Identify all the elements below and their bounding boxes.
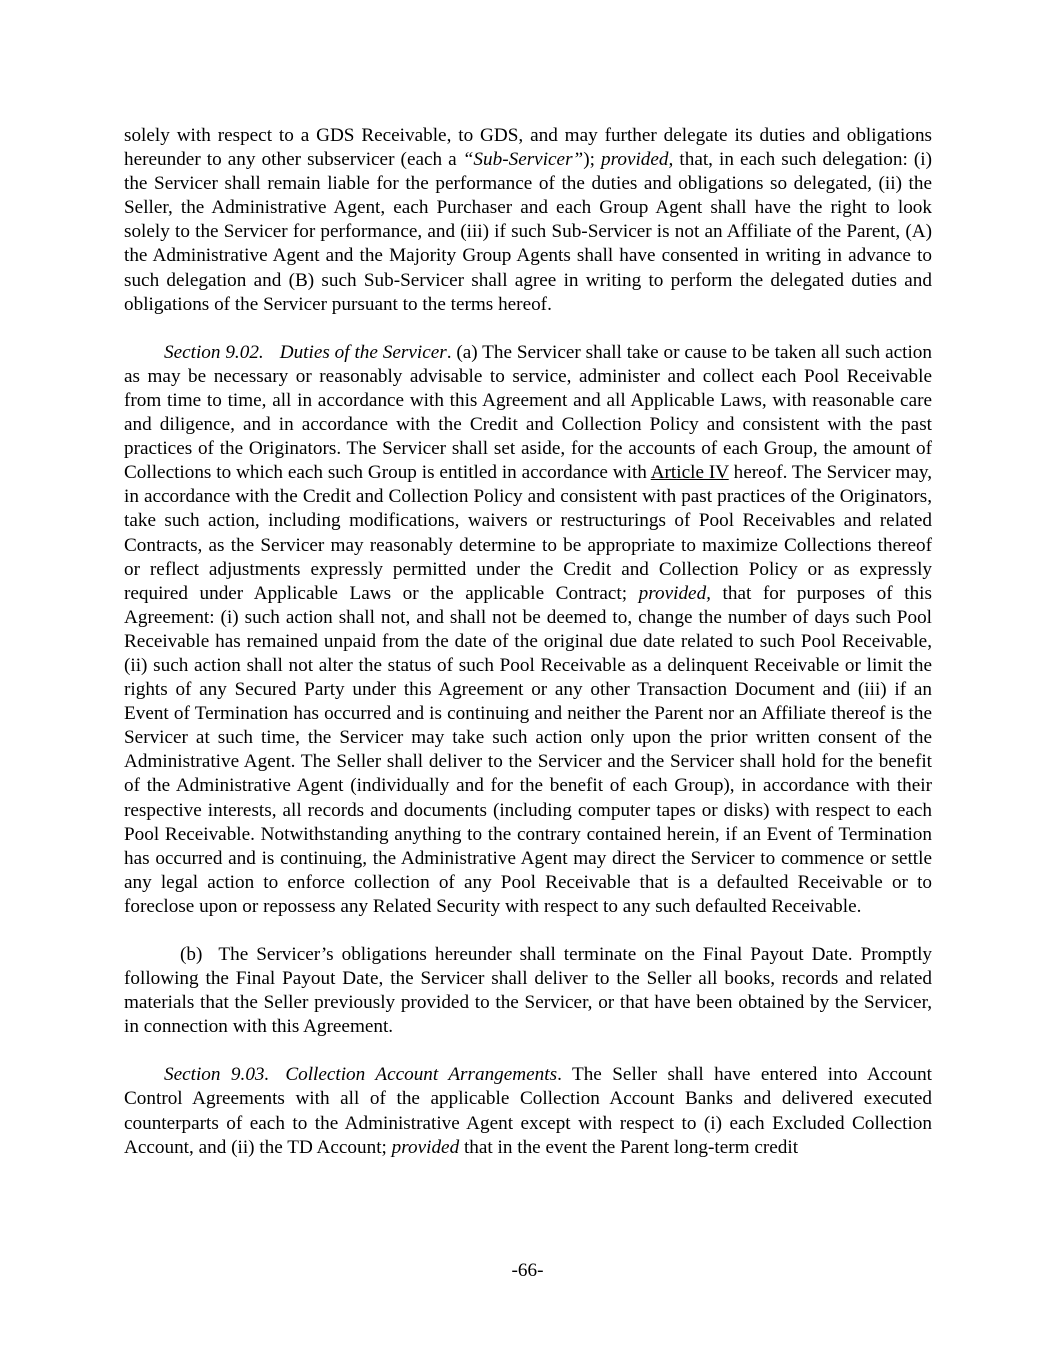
proviso-term: provided, [638,582,711,604]
section-number: Section 9.02. [164,341,264,363]
paragraph-text: hereof. The Servicer may, in accordance with the Credit and Collection Policy and consistent with past practices of the Originators, take such action, including modifications, waivers or restructurings of Pool Receivables and related Contracts, as the Servicer may reasonably determine to be appropriate to maximize Collections thereof or reflect adjustments expressly permitted under the Credit and Collection Policy or as expressly required under Applicable Laws or the applicable Contract; [124,462,932,604]
clause-label: (b) [180,944,203,965]
paragraph-text: that for purposes of this Agreement: (i) such action shall not, and shall not be deemed to, change the number of days such Pool Receivable has remained unpaid from the date of the original due date related to such Pool Receivable, (ii) such action shall not alter the status of such Pool Receivable as a delinquent Receivable or limit the rights of any Secured Party under this Agreement or any other Transaction Document and (iii) if an Event of Termination has occurred and is continuing and neither the Parent nor an Affiliate thereof is the Servicer at such time, the Servicer may take such action only upon the prior written consent of the Administrative Agent. The Seller shall deliver to the Servicer and the Servicer shall hold for the benefit of the Administrative Agent (individually and for the benefit of each Group), in accordance with their respective interests, all records and documents (including computer tapes or disks) with respect to each Pool Receivable. Notwithstanding anything to the contrary contained herein, if an Event of Termination has occurred and is continuing, the Administrative Agent may direct the Servicer to commence or settle any legal action to enforce collection of any Pool Receivable that is a defaulted Receivable or to foreclose upon or repossess any Related Security with respect to any such defaulted Receivable. [124,582,932,917]
paragraph-text: ); [583,149,602,171]
paragraph-text: that, in each such delegation: (i) the Servicer shall remain liable for the performance of the duties and obligations so delegated, (ii) the Seller, the Administrative Agent, each Purchaser and each Group Agent shall have the right to look solely to the Servicer for performance, and (iii) if such Sub-Servicer is not an Affiliate of the Parent, (A) the Administrative Agent and the Majority Group Agents shall have consented in writing in advance to such delegation and (B) such Sub-Servicer shall agree in writing to perform the delegated duties and obligations of the Servicer pursuant to the terms hereof. [124,149,932,315]
section-title: Collection Account Arrangements [285,1064,558,1086]
section-title: Duties of the Servicer [279,341,447,363]
paragraph-text: . The Seller shall have entered into Account Control Agreements with all of the applicable Collection Account Banks and delivered executed counterparts of each to the Administrative Agent except with respect to (i) each Excluded Collection Account, and (ii) the TD Account; [124,1064,932,1158]
paragraph-delegation [124,124,932,317]
section-9-02-b [124,943,932,1039]
paragraph-text: . (a) The Servicer shall take or cause to be taken all such action as may be necessary or reasonably advisable to service, administer and collect each Pool Receivable from time to time, all in accordance with this Agreement and all Applicable Laws, with reasonable care and diligence, and in accordance with the Credit and Collection Policy and consistent with the past practices of the Originators. The Servicer shall set aside, for the accounts of each Group, the amount of Collections to which each such Group is entitled in accordance with [124,341,932,484]
proviso-term: provided [391,1136,460,1158]
proviso-term: provided, [601,149,674,171]
document-page [124,124,932,1184]
page-number: -66- [511,1260,544,1281]
defined-term-sub-servicer: “Sub-Servicer” [462,149,584,171]
section-9-03 [124,1063,932,1159]
paragraph-text: that in the event the Parent long-term credit [459,1136,799,1158]
article-reference-link[interactable]: Article IV [650,462,729,484]
paragraph-text: The Servicer’s obligations hereunder shall terminate on the Final Payout Date. Promptly following the Final Payout Date, the Servicer shall deliver to the Seller all books, records and related materials that the Seller previously provided to the Servicer, or that have been obtained by the Servicer, in connection with this Agreement. [124,944,932,1038]
section-9-02 [124,341,932,919]
paragraph-text: solely with respect to a GDS Receivable, to GDS, and may further delegate its duties and obligations hereunder to any other subservicer (each a [124,125,932,171]
section-number: Section 9.03. [164,1064,270,1086]
